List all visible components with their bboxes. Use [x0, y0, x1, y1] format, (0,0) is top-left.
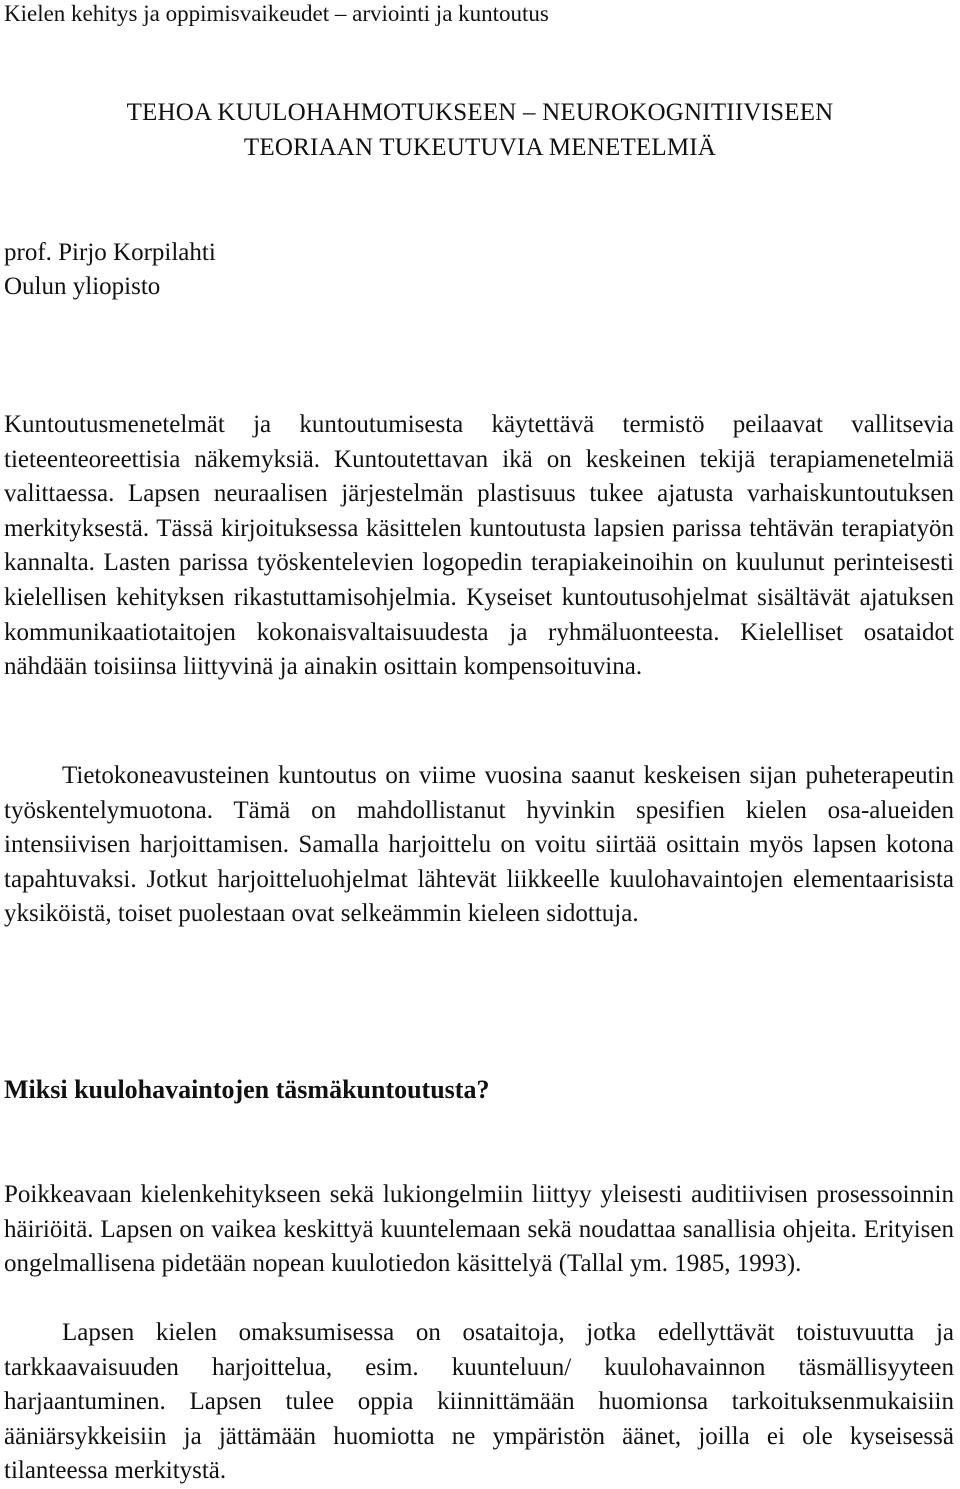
- author-name: prof. Pirjo Korpilahti: [4, 239, 216, 266]
- paragraph-3: Poikkeavaan kielenkehitykseen sekä lukiongelmiin liittyy yleisesti auditiivisen prosessoinnin häiriöitä. Lapsen on vaikea keskittyä kuuntelemaan sekä noudattaa sanallisia ohjeita. Erityisen ongelmallisena pidetään nopean kuulotiedon käsittelyä (Tallal ym. 1985, 1993).: [4, 1181, 954, 1278]
- article-title: [0, 95, 960, 165]
- author-affiliation: Oulun yliopisto: [4, 273, 161, 300]
- author-block: [4, 236, 216, 304]
- paragraph-2: Tietokoneavusteinen kuntoutus on viime vuosina saanut keskeisen sijan puheterapeutin työskentelymuotona. Tämä on mahdollistanut hyvinkin spesifien kielen osa-alueiden intensiivisen harjoittamisen. Samalla harjoittelu on voitu siirtää osittain myös lapsen kotona tapahtuvaksi. Jotkut harjoitteluohjelmat lähtevät liikkeelle kuulohavaintojen elementaarisista yksiköistä, toiset puolestaan ovat selkeämmin kieleen sidottuja.: [4, 762, 954, 928]
- paragraph-4: Lapsen kielen omaksumisessa on osataitoja, jotka edellyttävät toistuvuutta ja tarkkaavaisuuden harjoittelua, esim. kuunteluun/ kuulohavainnon täsmällisyyteen harjaantuminen. Lapsen tulee oppia kiinnittämään huomionsa tarkoituksenmukaisiin ääniärsykkeisiin ja jättämään huomiotta ne ympäristön äänet, joilla ei ole kyseisessä tilanteessa merkitystä.: [4, 1319, 954, 1485]
- title-line-1: TEHOA KUULOHAHMOTUKSEEN – NEUROKOGNITIIVISEEN: [126, 99, 834, 126]
- section-heading: Miksi kuulohavaintojen täsmäkuntoutusta?: [4, 1075, 490, 1104]
- title-line-2: TEORIAAN TUKEUTUVIA MENETELMIÄ: [243, 134, 717, 161]
- running-header: Kielen kehitys ja oppimisvaikeudet – arviointi ja kuntoutus: [4, 1, 549, 26]
- paragraph-1: Kuntoutusmenetelmät ja kuntoutumisesta käytettävä termistö peilaavat vallitsevia tieteenteoreettisia näkemyksiä. Kuntoutettavan ikä on keskeinen tekijä terapiamenetelmiä valittaessa. Lapsen neuraalisen järjestelmän plastisuus tukee ajatusta varhaiskuntoutuksen merkityksestä. Tässä kirjoituksessa käsittelen kuntoutusta lapsien parissa tehtävän terapiatyön kannalta. Lasten parissa työskentelevien logopedin terapiakeinoihin on kuulunut perinteisesti kielellisen kehityksen rikastuttamisohjelmia. Kyseiset kuntoutusohjelmat sisältävät ajatuksen kommunikaatiotaitojen kokonaisvaltaisuudesta ja ryhmäluonteesta. Kielelliset osataidot nähdään toisiinsa liittyvinä ja ainakin osittain kompensoituvina.: [4, 411, 954, 681]
